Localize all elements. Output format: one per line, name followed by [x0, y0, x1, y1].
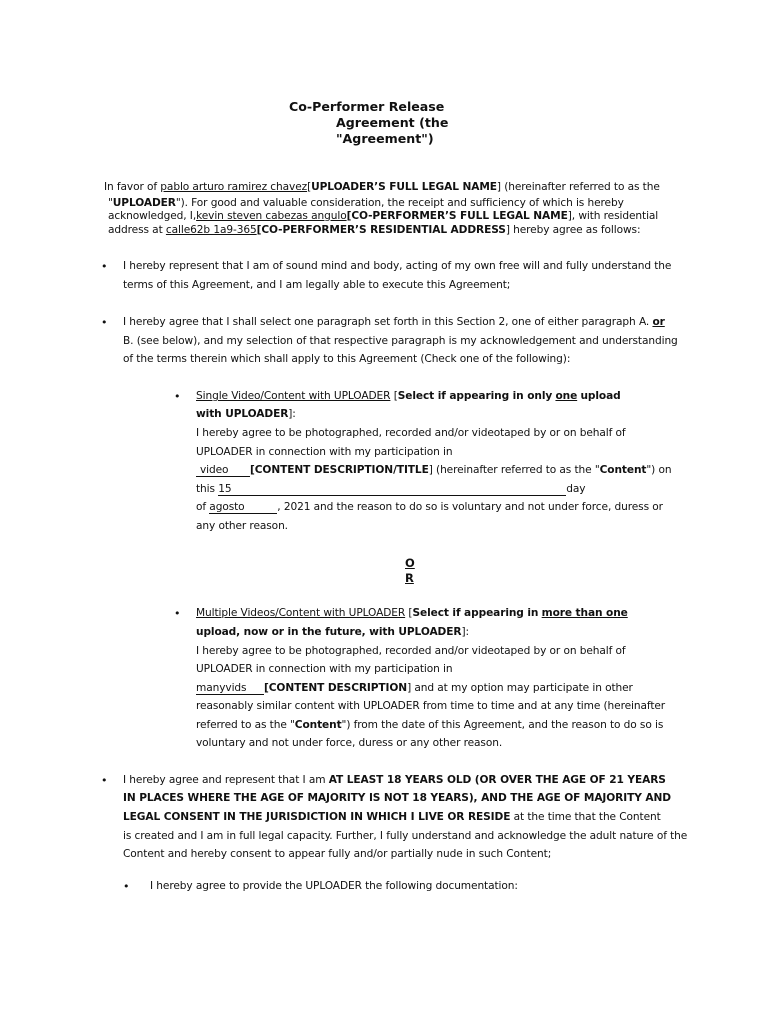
bullet-1-mark: •	[101, 260, 108, 273]
intro-line-1: In favor of pablo arturo ramirez chavez[UPLOADER’S FULL LEGAL NAME] (hereinafter referred to as the	[104, 181, 660, 193]
month-field: agosto	[209, 501, 277, 514]
option-b-mark: •	[174, 607, 181, 620]
title-line-3: "Agreement")	[336, 131, 434, 146]
option-b-line-5: manyvids [CONTENT DESCRIPTION] and at my option may participate in other	[196, 682, 633, 694]
intro-line-4: address at calle62b 1a9-365[CO-PERFORMER’S RESIDENTIAL ADDRESS] hereby agree as follows:	[108, 224, 641, 236]
day-field: 15	[218, 483, 566, 496]
intro-line-3: acknowledged, I,kevin steven cabezas angulo[CO-PERFORMER’S FULL LEGAL NAME], with residential	[108, 210, 659, 222]
bullet-3-line-5: Content and hereby consent to appear fully and/or partially nude in such Content;	[123, 848, 552, 860]
bullet-2-line-3: of the terms therein which shall apply to this Agreement (Check one of the following):	[123, 353, 571, 365]
option-a-line-6: this 15 day	[196, 483, 586, 495]
or-divider-r: R	[405, 571, 414, 585]
option-a-mark: •	[174, 390, 181, 403]
option-a-heading-line: Single Video/Content with UPLOADER [Select if appearing in only one upload	[196, 390, 621, 402]
bullet-2-line-2: B. (see below), and my selection of that respective paragraph is my acknowledgement and understanding	[123, 335, 678, 347]
bullet-2-line-1: I hereby agree that I shall select one paragraph set forth in this Section 2, one of either paragraph A. or	[123, 316, 665, 328]
content-description-field-a: video	[196, 464, 250, 477]
intro-line-2: "UPLOADER"). For good and valuable consideration, the receipt and sufficiency of which is hereby	[108, 197, 624, 209]
bullet-4-mark: •	[123, 880, 130, 893]
option-a-line-4: UPLOADER in connection with my participation in	[196, 446, 453, 458]
option-a-heading: Single Video/Content with UPLOADER	[196, 390, 391, 402]
option-b-heading: Multiple Videos/Content with UPLOADER	[196, 607, 406, 619]
option-b-line-7: referred to as the "Content") from the date of this Agreement, and the reason to do so is	[196, 719, 664, 731]
bullet-3-mark: •	[101, 774, 108, 787]
option-a-line-2: with UPLOADER]:	[196, 408, 296, 420]
title-line-2: Agreement (the	[336, 115, 449, 130]
coperformer-name-field: kevin steven cabezas angulo	[196, 210, 347, 222]
option-b-line-4: UPLOADER in connection with my participation in	[196, 663, 453, 675]
bullet-1-line-1: I hereby represent that I am of sound mind and body, acting of my own free will and fully understand the	[123, 260, 672, 272]
uploader-name-field: pablo arturo ramirez chavez	[160, 181, 308, 193]
option-b-line-6: reasonably similar content with UPLOADER from time to time and at any time (hereinafter	[196, 700, 666, 712]
bullet-1-line-2: terms of this Agreement, and I am legally able to execute this Agreement;	[123, 279, 511, 291]
title-line-1: Co-Performer Release	[289, 99, 445, 114]
content-description-field-b: manyvids	[196, 682, 264, 695]
option-a-line-7: of agosto , 2021 and the reason to do so is voluntary and not under force, duress or	[196, 501, 663, 513]
option-b-heading-line: Multiple Videos/Content with UPLOADER [Select if appearing in more than one	[196, 607, 628, 619]
bullet-3-line-3: LEGAL CONSENT IN THE JURISDICTION IN WHICH I LIVE OR RESIDE at the time that the Content	[123, 811, 661, 823]
bullet-4-line-1: I hereby agree to provide the UPLOADER the following documentation:	[150, 880, 518, 892]
bullet-3-line-4: is created and I am in full legal capacity. Further, I fully understand and acknowledge the adult nature of the	[123, 830, 688, 842]
option-a-line-8: any other reason.	[196, 520, 288, 532]
option-a-line-5: video [CONTENT DESCRIPTION/TITLE] (hereinafter referred to as the "Content") on	[196, 462, 671, 479]
bullet-3-line-1: I hereby agree and represent that I am AT LEAST 18 YEARS OLD (OR OVER THE AGE OF 21 YEARS	[123, 774, 666, 786]
bullet-3-line-2: IN PLACES WHERE THE AGE OF MAJORITY IS NOT 18 YEARS), AND THE AGE OF MAJORITY AND	[123, 792, 671, 804]
bullet-2-mark: •	[101, 316, 108, 329]
option-b-line-8: voluntary and not under force, duress or any other reason.	[196, 737, 503, 749]
option-a-line-3: I hereby agree to be photographed, recorded and/or videotaped by or on behalf of	[196, 427, 626, 439]
or-divider-o: O	[405, 556, 415, 570]
address-field: calle62b 1a9-365	[165, 224, 257, 236]
option-b-line-2: upload, now or in the future, with UPLOADER]:	[196, 626, 469, 638]
option-b-line-3: I hereby agree to be photographed, recorded and/or videotaped by or on behalf of	[196, 645, 626, 657]
